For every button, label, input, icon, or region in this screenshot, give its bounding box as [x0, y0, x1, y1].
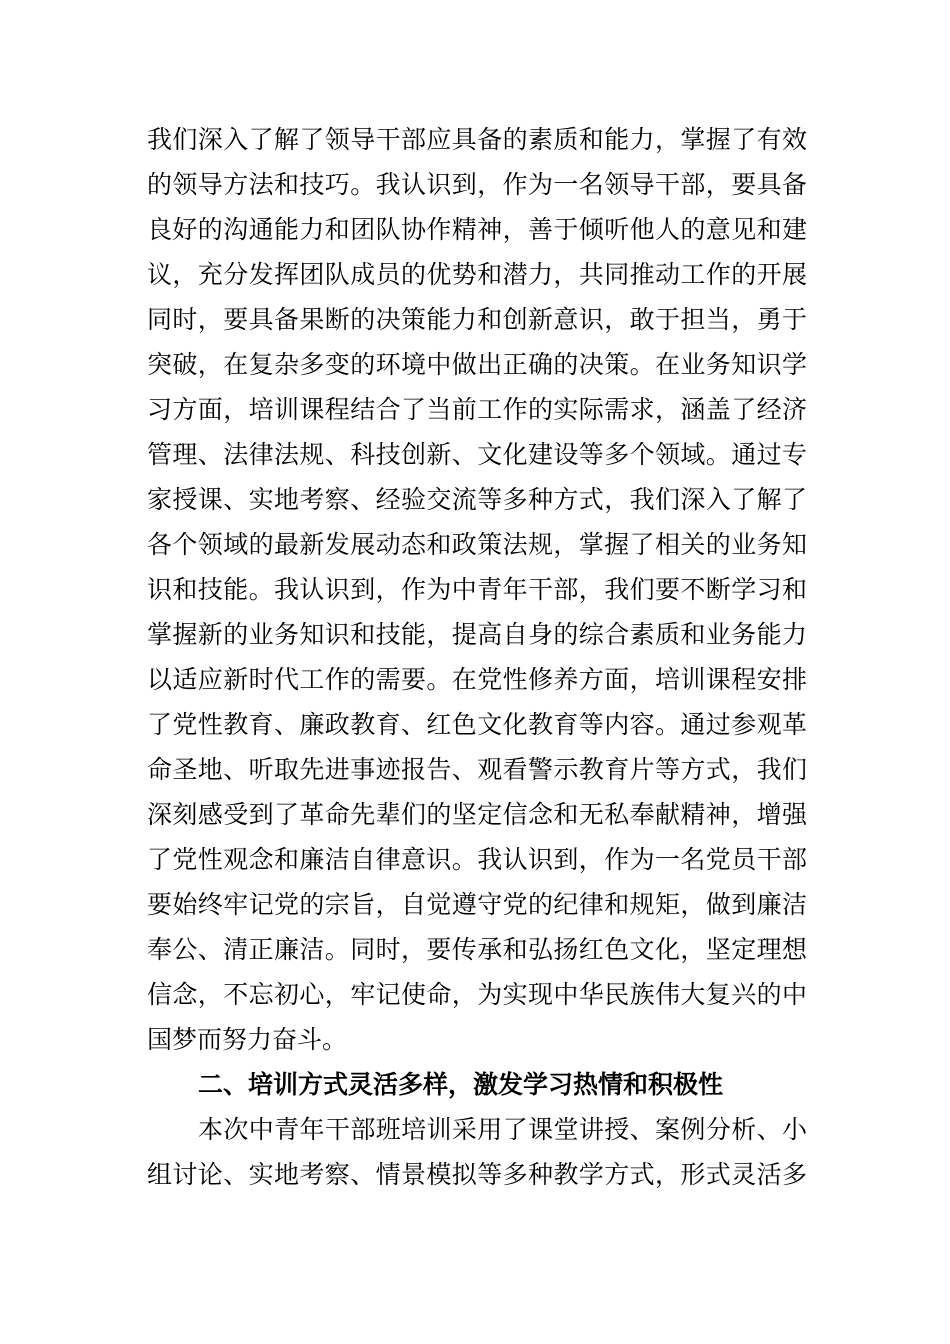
body-text-line: 管理、法律法规、科技创新、文化建设等多个领域。通过专 — [147, 440, 807, 469]
body-text-line: 信念，不忘初心，牢记使命，为实现中华民族伟大复兴的中 — [147, 980, 807, 1009]
body-text-line: 国梦而努力奋斗。 — [147, 1025, 348, 1054]
body-text-line: 深刻感受到了革命先辈们的坚定信念和无私奉献精神，增强 — [147, 800, 807, 829]
body-text-line: 良好的沟通能力和团队协作精神，善于倾听他人的意见和建 — [147, 215, 807, 244]
body-text-line: 家授课、实地考察、经验交流等多种方式，我们深入了解了 — [147, 485, 807, 514]
body-text-line: 要始终牢记党的宗旨，自觉遵守党的纪律和规矩，做到廉洁 — [147, 890, 807, 919]
body-text-line: 议，充分发挥团队成员的优势和潜力，共同推动工作的开展 — [147, 260, 807, 289]
body-text-line: 习方面，培训课程结合了当前工作的实际需求，涵盖了经济 — [147, 395, 807, 424]
body-text-line: 各个领域的最新发展动态和政策法规，掌握了相关的业务知 — [147, 530, 807, 559]
body-text-line: 了党性教育、廉政教育、红色文化教育等内容。通过参观革 — [147, 710, 807, 739]
body-text-line: 掌握新的业务知识和技能，提高自身的综合素质和业务能力 — [147, 620, 807, 649]
body-text-line: 奉公、清正廉洁。同时，要传承和弘扬红色文化，坚定理想 — [147, 935, 807, 964]
body-text-line: 我们深入了解了领导干部应具备的素质和能力，掌握了有效 — [147, 125, 807, 154]
body-text-line: 同时，要具备果断的决策能力和创新意识，敢于担当，勇于 — [147, 305, 807, 334]
body-text-line: 组讨论、实地考察、情景模拟等多种教学方式，形式灵活多 — [147, 1160, 807, 1189]
section-heading: 二、培训方式灵活多样，激发学习热情和积极性 — [198, 1070, 724, 1099]
body-text-line: 本次中青年干部班培训采用了课堂讲授、案例分析、小 — [198, 1115, 807, 1144]
body-text-line: 突破，在复杂多变的环境中做出正确的决策。在业务知识学 — [147, 350, 807, 379]
body-text-line: 识和技能。我认识到，作为中青年干部，我们要不断学习和 — [147, 575, 807, 604]
body-text-line: 的领导方法和技巧。我认识到，作为一名领导干部，要具备 — [147, 170, 807, 199]
body-text-line: 命圣地、听取先进事迹报告、观看警示教育片等方式，我们 — [147, 755, 807, 784]
body-text-line: 以适应新时代工作的需要。在党性修养方面，培训课程安排 — [147, 665, 807, 694]
body-text-line: 了党性观念和廉洁自律意识。我认识到，作为一名党员干部 — [147, 845, 807, 874]
